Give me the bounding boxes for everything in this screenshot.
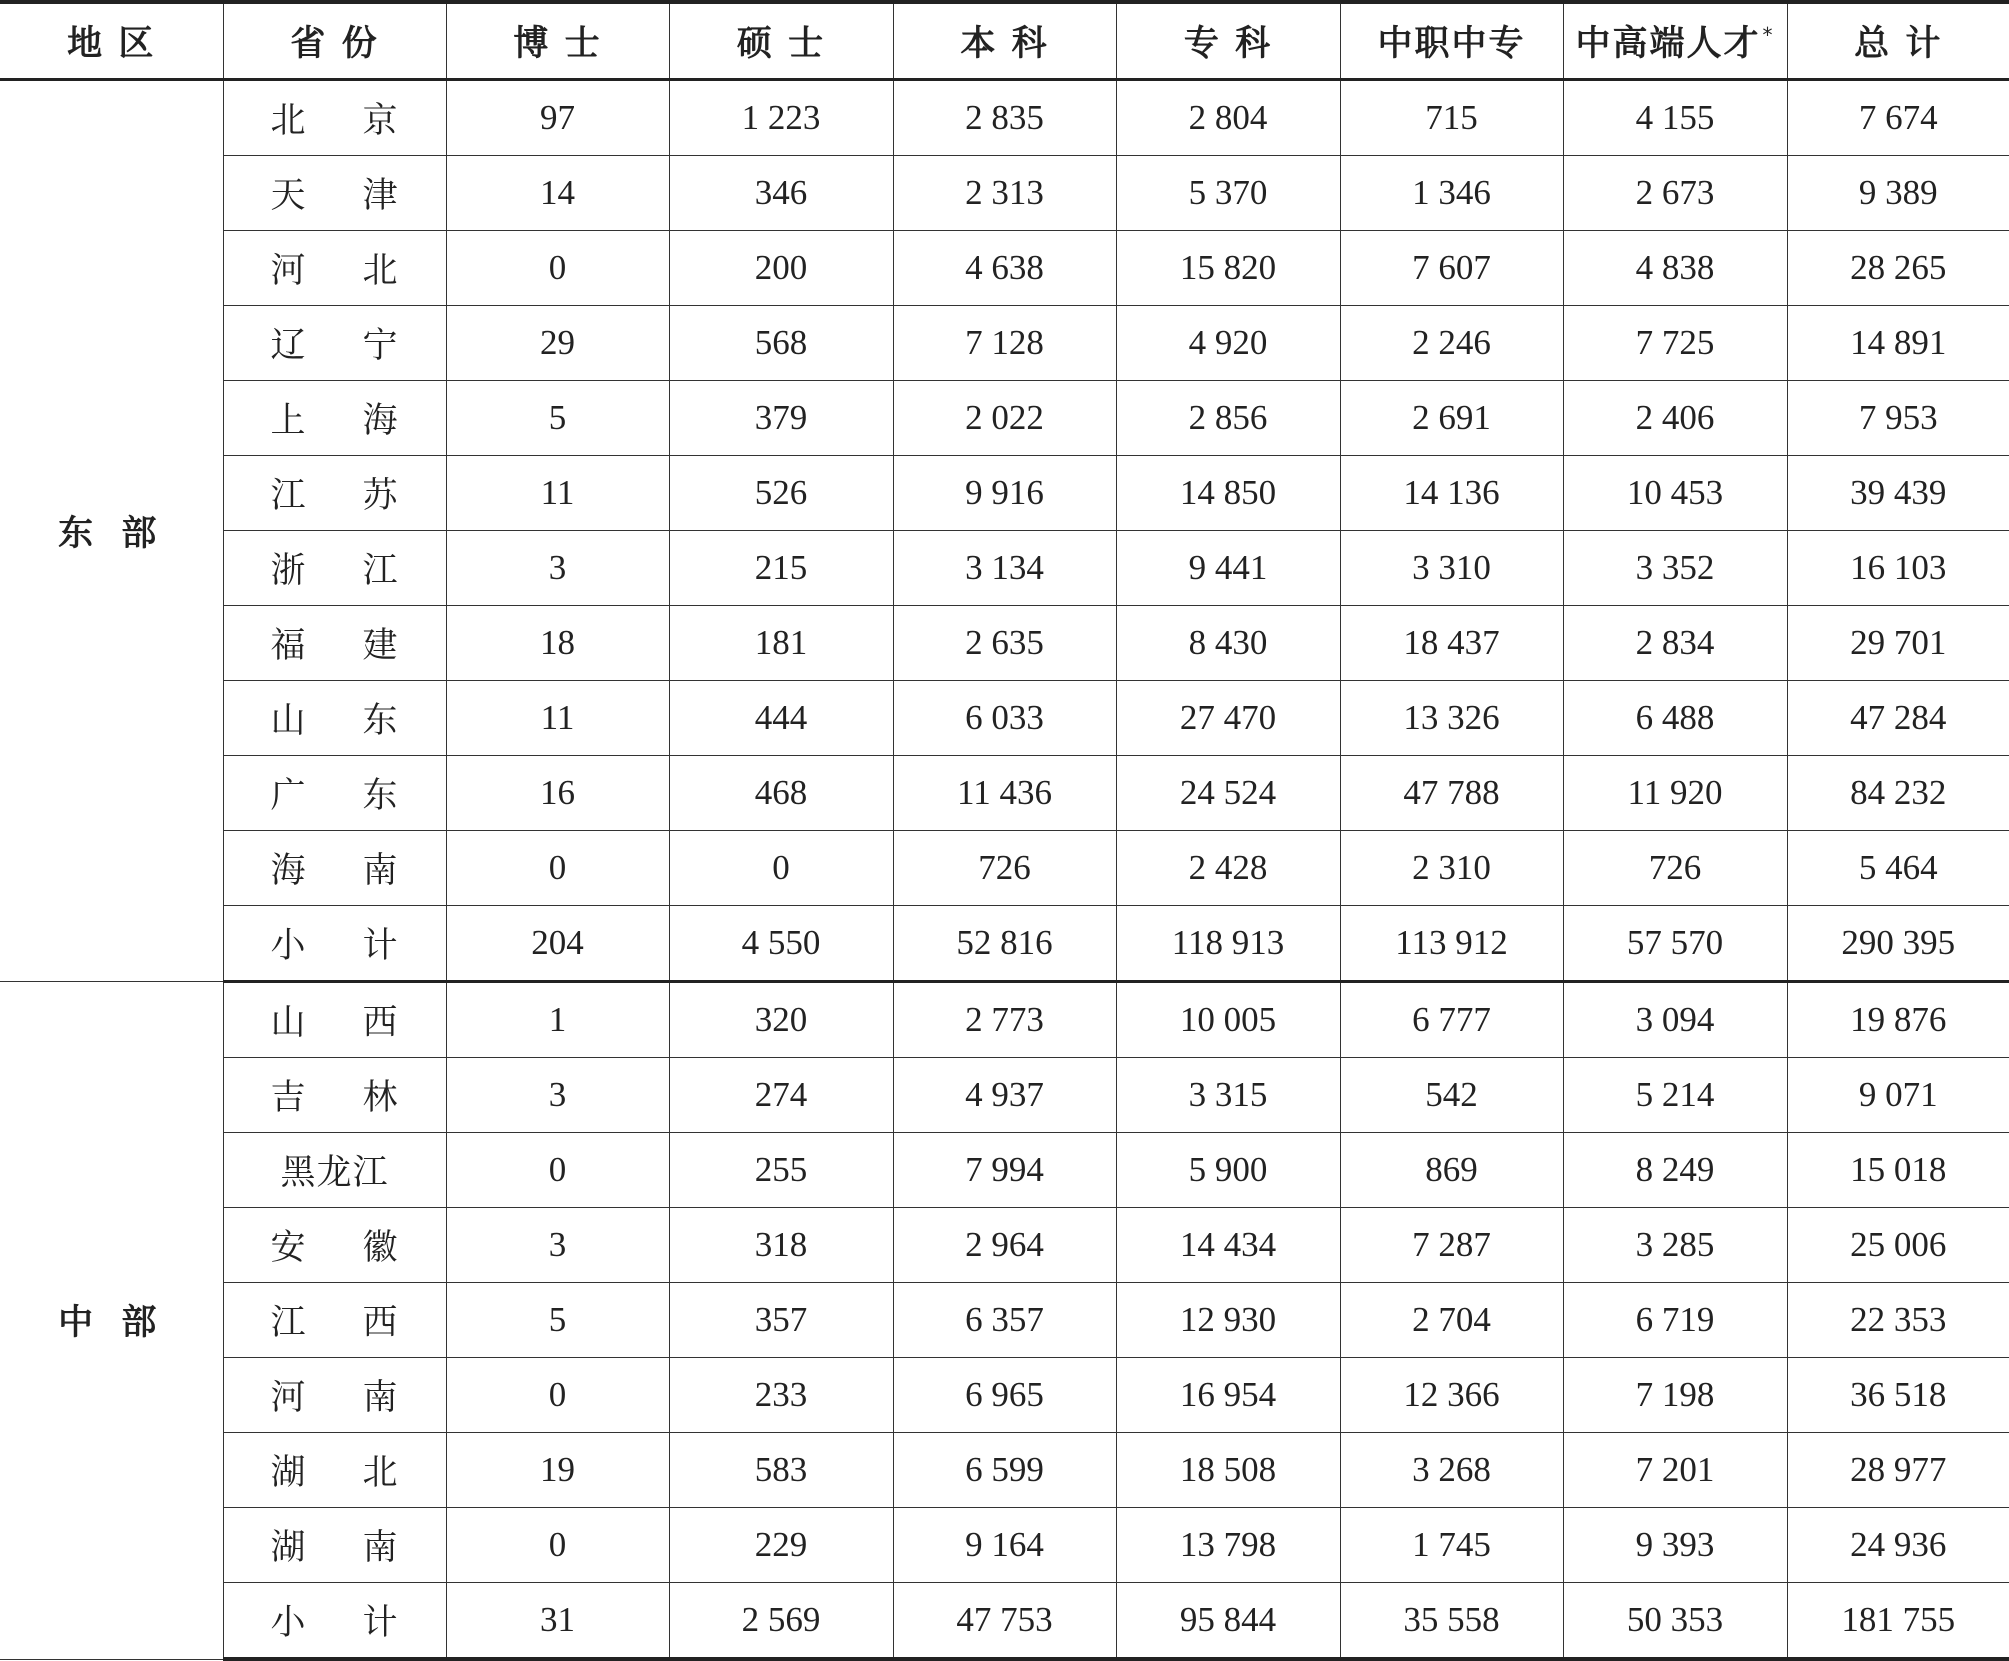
- value-cell: 526: [669, 456, 893, 531]
- table-row: [0, 756, 2009, 831]
- value-cell: 726: [893, 831, 1116, 906]
- column-header: [669, 2, 893, 80]
- value-cell: 320: [669, 982, 893, 1058]
- table-row: [0, 1433, 2009, 1508]
- value-cell: 568: [669, 306, 893, 381]
- value-cell: 10 005: [1116, 982, 1340, 1058]
- table-row: [0, 1283, 2009, 1358]
- value-cell: 39 439: [1787, 456, 2009, 531]
- province-cell: 河 南: [223, 1358, 446, 1433]
- column-header: [0, 2, 223, 80]
- province-cell: 北 京: [223, 80, 446, 156]
- value-cell: 11 920: [1563, 756, 1787, 831]
- value-cell: 28 265: [1787, 231, 2009, 306]
- value-cell: 5 370: [1116, 156, 1340, 231]
- value-cell: 2 635: [893, 606, 1116, 681]
- value-cell: 726: [1563, 831, 1787, 906]
- province-cell: 上 海: [223, 381, 446, 456]
- value-cell: 346: [669, 156, 893, 231]
- province-cell: 海 南: [223, 831, 446, 906]
- value-cell: 2 673: [1563, 156, 1787, 231]
- table-row: [0, 1358, 2009, 1433]
- subtotal-row: [0, 906, 2009, 982]
- value-cell: 27 470: [1116, 681, 1340, 756]
- value-cell: 542: [1340, 1058, 1563, 1133]
- value-cell: 13 798: [1116, 1508, 1340, 1583]
- value-cell: 14 434: [1116, 1208, 1340, 1283]
- value-cell: 14: [446, 156, 669, 231]
- subtotal-row: [0, 1583, 2009, 1660]
- value-cell: 869: [1340, 1133, 1563, 1208]
- value-cell: 1 346: [1340, 156, 1563, 231]
- value-cell: 444: [669, 681, 893, 756]
- value-cell: 7 725: [1563, 306, 1787, 381]
- value-cell: 2 246: [1340, 306, 1563, 381]
- value-cell: 6 719: [1563, 1283, 1787, 1358]
- value-cell: 3 315: [1116, 1058, 1340, 1133]
- value-cell: 1 745: [1340, 1508, 1563, 1583]
- province-cell: 黑龙江: [223, 1133, 446, 1208]
- value-cell: 0: [446, 1358, 669, 1433]
- value-cell: 5 214: [1563, 1058, 1787, 1133]
- value-cell: 0: [446, 1133, 669, 1208]
- value-cell: 4 838: [1563, 231, 1787, 306]
- value-cell: 3 285: [1563, 1208, 1787, 1283]
- province-cell: 江 苏: [223, 456, 446, 531]
- value-cell: 3: [446, 1058, 669, 1133]
- value-cell: 2 313: [893, 156, 1116, 231]
- table-row: [0, 1058, 2009, 1133]
- value-cell: 29: [446, 306, 669, 381]
- column-header-label: 本 科: [960, 24, 1049, 64]
- value-cell: 12 930: [1116, 1283, 1340, 1358]
- table-row: [0, 1133, 2009, 1208]
- header-row: [0, 2, 2009, 80]
- province-cell: 河 北: [223, 231, 446, 306]
- value-cell: 3 094: [1563, 982, 1787, 1058]
- value-cell: 1 223: [669, 80, 893, 156]
- column-header: [1787, 2, 2009, 80]
- value-cell: 16 954: [1116, 1358, 1340, 1433]
- value-cell: 47 753: [893, 1583, 1116, 1660]
- table-row: [0, 381, 2009, 456]
- value-cell: 2 856: [1116, 381, 1340, 456]
- table-body: [0, 80, 2009, 1660]
- value-cell: 3 310: [1340, 531, 1563, 606]
- value-cell: 47 788: [1340, 756, 1563, 831]
- value-cell: 7 287: [1340, 1208, 1563, 1283]
- region-cell: 东 部: [0, 80, 223, 982]
- value-cell: 2 569: [669, 1583, 893, 1660]
- value-cell: 229: [669, 1508, 893, 1583]
- value-cell: 35 558: [1340, 1583, 1563, 1660]
- value-cell: 24 936: [1787, 1508, 2009, 1583]
- value-cell: 3: [446, 531, 669, 606]
- value-cell: 8 430: [1116, 606, 1340, 681]
- province-cell: 福 建: [223, 606, 446, 681]
- value-cell: 2 428: [1116, 831, 1340, 906]
- column-header-label: 省 份: [290, 24, 379, 64]
- value-cell: 4 550: [669, 906, 893, 982]
- value-cell: 7 128: [893, 306, 1116, 381]
- table-row: [0, 531, 2009, 606]
- value-cell: 3 268: [1340, 1433, 1563, 1508]
- value-cell: 9 071: [1787, 1058, 2009, 1133]
- value-cell: 29 701: [1787, 606, 2009, 681]
- value-cell: 19: [446, 1433, 669, 1508]
- value-cell: 14 850: [1116, 456, 1340, 531]
- table-row: [0, 681, 2009, 756]
- value-cell: 8 249: [1563, 1133, 1787, 1208]
- column-header: [1340, 2, 1563, 80]
- value-cell: 7 607: [1340, 231, 1563, 306]
- province-cell: 安 徽: [223, 1208, 446, 1283]
- value-cell: 7 201: [1563, 1433, 1787, 1508]
- value-cell: 379: [669, 381, 893, 456]
- table-row: [0, 831, 2009, 906]
- value-cell: 2 804: [1116, 80, 1340, 156]
- column-header-label: 专 科: [1183, 24, 1273, 64]
- value-cell: 5: [446, 381, 669, 456]
- column-header: [893, 2, 1116, 80]
- table-row: [0, 156, 2009, 231]
- value-cell: 2 691: [1340, 381, 1563, 456]
- value-cell: 113 912: [1340, 906, 1563, 982]
- value-cell: 7 198: [1563, 1358, 1787, 1433]
- value-cell: 52 816: [893, 906, 1116, 982]
- value-cell: 7 953: [1787, 381, 2009, 456]
- value-cell: 9 393: [1563, 1508, 1787, 1583]
- value-cell: 9 441: [1116, 531, 1340, 606]
- value-cell: 12 366: [1340, 1358, 1563, 1433]
- value-cell: 9 164: [893, 1508, 1116, 1583]
- value-cell: 18: [446, 606, 669, 681]
- column-header-label: 总 计: [1854, 24, 1943, 64]
- value-cell: 3 134: [893, 531, 1116, 606]
- value-cell: 0: [669, 831, 893, 906]
- column-header-label: 中高端人才: [1575, 24, 1761, 64]
- province-cell: 天 津: [223, 156, 446, 231]
- value-cell: 5 464: [1787, 831, 2009, 906]
- value-cell: 15 820: [1116, 231, 1340, 306]
- value-cell: 3 352: [1563, 531, 1787, 606]
- value-cell: 181 755: [1787, 1583, 2009, 1660]
- value-cell: 16 103: [1787, 531, 2009, 606]
- province-cell: 山 西: [223, 982, 446, 1058]
- value-cell: 7 674: [1787, 80, 2009, 156]
- table-row: [0, 982, 2009, 1058]
- value-cell: 15 018: [1787, 1133, 2009, 1208]
- value-cell: 6 357: [893, 1283, 1116, 1358]
- province-cell: 湖 北: [223, 1433, 446, 1508]
- value-cell: 24 524: [1116, 756, 1340, 831]
- value-cell: 9 389: [1787, 156, 2009, 231]
- value-cell: 2 704: [1340, 1283, 1563, 1358]
- value-cell: 6 033: [893, 681, 1116, 756]
- value-cell: 4 937: [893, 1058, 1116, 1133]
- table-row: [0, 1208, 2009, 1283]
- value-cell: 357: [669, 1283, 893, 1358]
- column-header-label: 博 士: [513, 24, 602, 64]
- value-cell: 5 900: [1116, 1133, 1340, 1208]
- province-cell: 广 东: [223, 756, 446, 831]
- value-cell: 6 488: [1563, 681, 1787, 756]
- value-cell: 22 353: [1787, 1283, 2009, 1358]
- value-cell: 18 508: [1116, 1433, 1340, 1508]
- value-cell: 2 310: [1340, 831, 1563, 906]
- value-cell: 97: [446, 80, 669, 156]
- province-cell: 浙 江: [223, 531, 446, 606]
- province-cell: 吉 林: [223, 1058, 446, 1133]
- value-cell: 25 006: [1787, 1208, 2009, 1283]
- column-header-label: 地 区: [67, 24, 156, 64]
- value-cell: 2 834: [1563, 606, 1787, 681]
- value-cell: 6 965: [893, 1358, 1116, 1433]
- value-cell: 0: [446, 831, 669, 906]
- table-row: [0, 306, 2009, 381]
- value-cell: 2 022: [893, 381, 1116, 456]
- value-cell: 50 353: [1563, 1583, 1787, 1660]
- value-cell: 583: [669, 1433, 893, 1508]
- table-row: [0, 80, 2009, 156]
- value-cell: 200: [669, 231, 893, 306]
- province-cell: 辽 宁: [223, 306, 446, 381]
- table-row: [0, 231, 2009, 306]
- value-cell: 16: [446, 756, 669, 831]
- value-cell: 4 920: [1116, 306, 1340, 381]
- column-header-label: 硕 士: [736, 24, 826, 64]
- value-cell: 318: [669, 1208, 893, 1283]
- value-cell: 6 599: [893, 1433, 1116, 1508]
- value-cell: 0: [446, 231, 669, 306]
- value-cell: 2 835: [893, 80, 1116, 156]
- value-cell: 2 773: [893, 982, 1116, 1058]
- value-cell: 14 891: [1787, 306, 2009, 381]
- value-cell: 233: [669, 1358, 893, 1433]
- value-cell: 4 155: [1563, 80, 1787, 156]
- value-cell: 18 437: [1340, 606, 1563, 681]
- column-header: [223, 2, 446, 80]
- value-cell: 84 232: [1787, 756, 2009, 831]
- column-header-label: 中职中专: [1377, 24, 1526, 64]
- value-cell: 274: [669, 1058, 893, 1133]
- value-cell: 11: [446, 456, 669, 531]
- value-cell: 28 977: [1787, 1433, 2009, 1508]
- value-cell: 715: [1340, 80, 1563, 156]
- value-cell: 181: [669, 606, 893, 681]
- province-cell: 小 计: [223, 1583, 446, 1660]
- value-cell: 19 876: [1787, 982, 2009, 1058]
- value-cell: 2 964: [893, 1208, 1116, 1283]
- province-cell: 湖 南: [223, 1508, 446, 1583]
- column-header: [1563, 2, 1787, 80]
- value-cell: 1: [446, 982, 669, 1058]
- column-header: [446, 2, 669, 80]
- table-row: [0, 456, 2009, 531]
- value-cell: 14 136: [1340, 456, 1563, 531]
- value-cell: 13 326: [1340, 681, 1563, 756]
- footnote-marker: *: [1762, 23, 1775, 48]
- column-header: [1116, 2, 1340, 80]
- value-cell: 10 453: [1563, 456, 1787, 531]
- value-cell: 468: [669, 756, 893, 831]
- province-cell: 山 东: [223, 681, 446, 756]
- value-cell: 215: [669, 531, 893, 606]
- table-row: [0, 1508, 2009, 1583]
- value-cell: 47 284: [1787, 681, 2009, 756]
- value-cell: 290 395: [1787, 906, 2009, 982]
- value-cell: 11 436: [893, 756, 1116, 831]
- value-cell: 31: [446, 1583, 669, 1660]
- value-cell: 36 518: [1787, 1358, 2009, 1433]
- value-cell: 95 844: [1116, 1583, 1340, 1660]
- value-cell: 204: [446, 906, 669, 982]
- value-cell: 57 570: [1563, 906, 1787, 982]
- value-cell: 3: [446, 1208, 669, 1283]
- value-cell: 0: [446, 1508, 669, 1583]
- province-cell: 小 计: [223, 906, 446, 982]
- value-cell: 118 913: [1116, 906, 1340, 982]
- region-cell: 中 部: [0, 982, 223, 1660]
- value-cell: 7 994: [893, 1133, 1116, 1208]
- table-row: [0, 606, 2009, 681]
- value-cell: 9 916: [893, 456, 1116, 531]
- value-cell: 6 777: [1340, 982, 1563, 1058]
- province-cell: 江 西: [223, 1283, 446, 1358]
- value-cell: 11: [446, 681, 669, 756]
- value-cell: 255: [669, 1133, 893, 1208]
- value-cell: 4 638: [893, 231, 1116, 306]
- value-cell: 5: [446, 1283, 669, 1358]
- value-cell: 2 406: [1563, 381, 1787, 456]
